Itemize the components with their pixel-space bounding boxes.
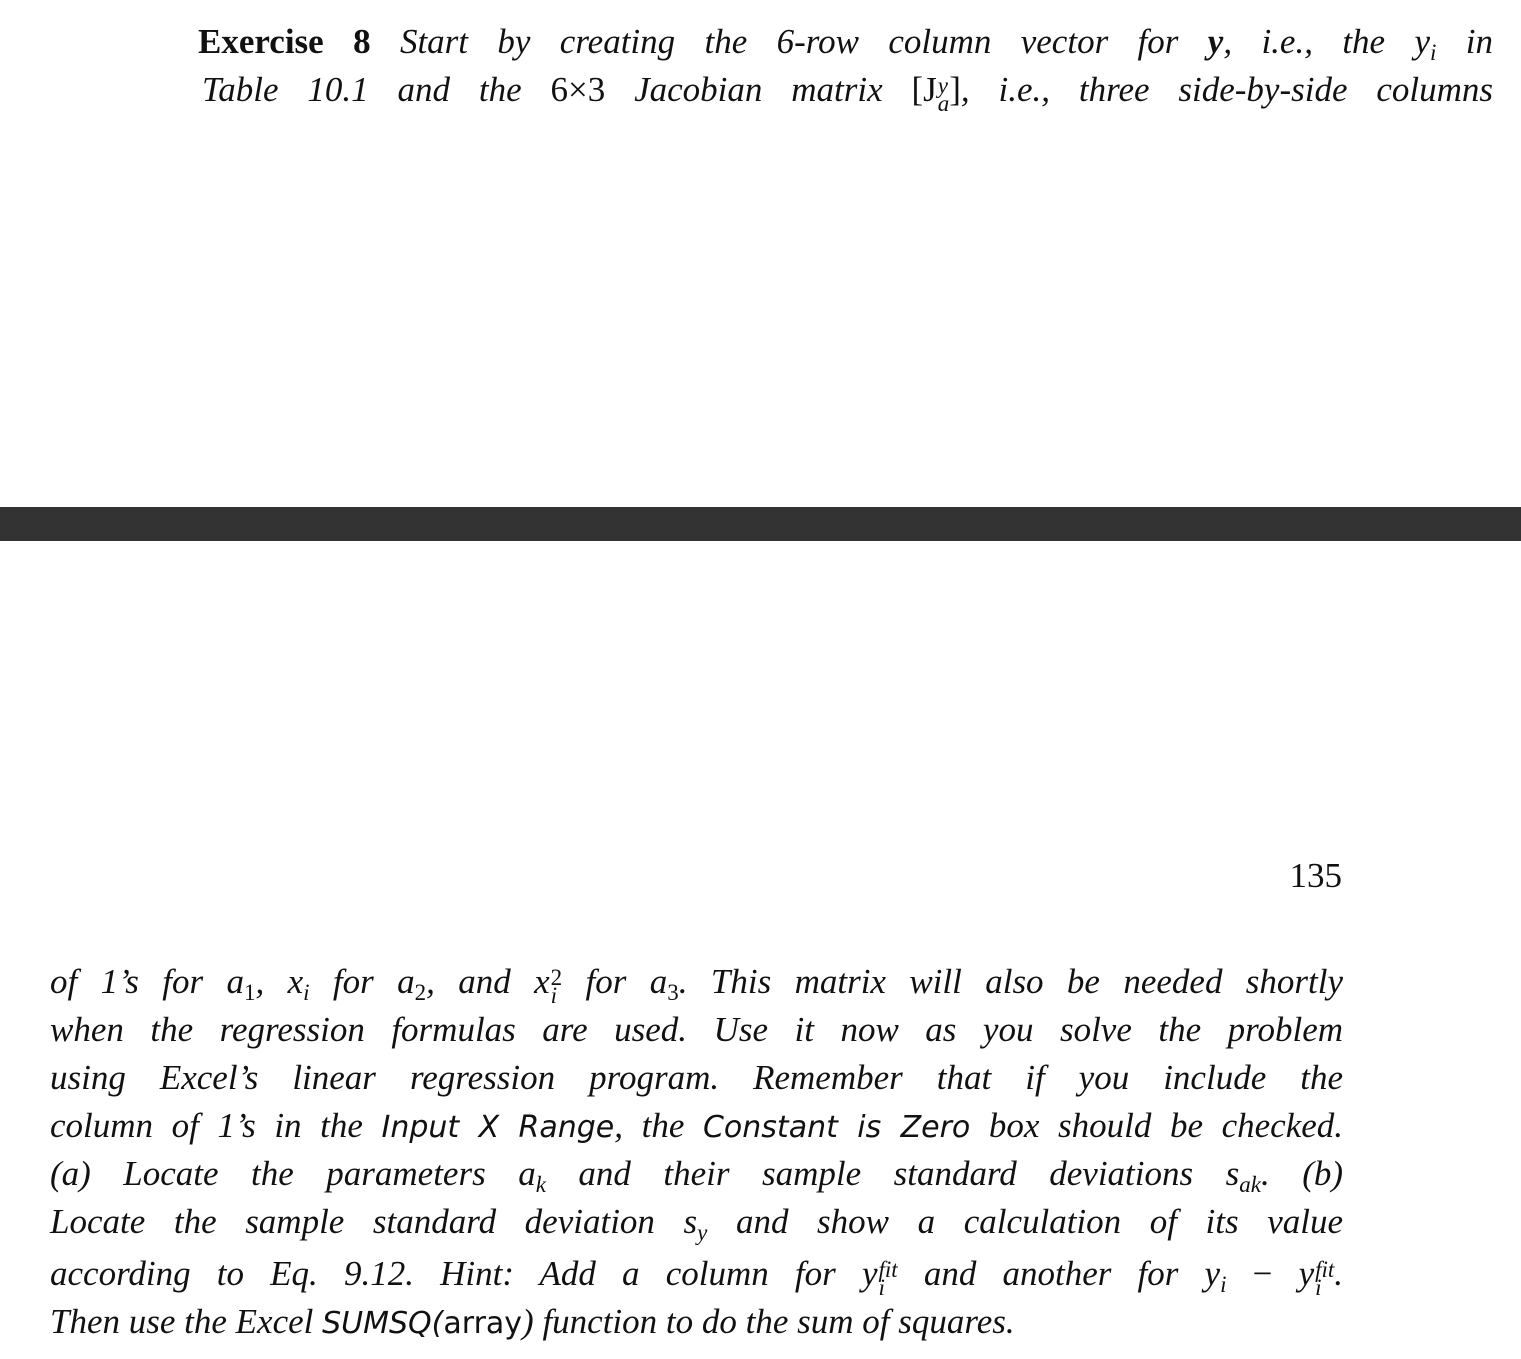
body-line-8 bbox=[50, 1298, 1343, 1348]
text-segment: , i.e., three side-by-side columns bbox=[960, 70, 1493, 109]
text-segment: . bbox=[1334, 1254, 1344, 1293]
text-segment: (a) Locate the parameters bbox=[50, 1154, 486, 1193]
text-segment: column of 1’s in the bbox=[50, 1106, 363, 1145]
text-segment: for bbox=[332, 962, 374, 1001]
body-line-1 bbox=[50, 958, 1343, 1006]
input-x-range-term: Input X Range bbox=[381, 1110, 615, 1145]
text-segment: , and bbox=[426, 962, 511, 1001]
text-segment: , bbox=[255, 962, 265, 1001]
math-xi-squared: x 2 i bbox=[534, 962, 563, 1008]
text-segment: . (b) bbox=[1260, 1154, 1344, 1193]
math-sak: $s_{ak}$ bbox=[1225, 1154, 1261, 1197]
text-segment: Table 10.1 and the bbox=[202, 70, 522, 109]
exercise-line-2 bbox=[202, 66, 1493, 114]
text-segment: . This matrix will also be needed shortly bbox=[678, 962, 1344, 1001]
text-segment: of 1’s for bbox=[50, 962, 204, 1001]
text-segment: Locate the sample standard deviation bbox=[50, 1202, 655, 1241]
math-xi: $x_i$ bbox=[287, 962, 310, 1005]
math-ak: $a_k$ bbox=[518, 1154, 546, 1197]
text-segment: in bbox=[1465, 22, 1494, 61]
text-segment: box should be checked. bbox=[988, 1106, 1344, 1145]
body-line-3 bbox=[50, 1054, 1343, 1102]
text-segment: according to Eq. 9.12. Hint: Add a column for bbox=[50, 1254, 836, 1293]
body-line-2 bbox=[50, 1006, 1343, 1054]
body-line-5 bbox=[50, 1150, 1343, 1198]
math-jacobian: [J y a ] bbox=[911, 70, 961, 116]
math-dims: 6×3 bbox=[550, 70, 606, 109]
vector-y: y bbox=[1207, 22, 1224, 61]
page-number: 135 bbox=[1289, 856, 1342, 895]
text-segment: , i.e., the bbox=[1223, 22, 1386, 61]
math-sy: $s_y$ bbox=[683, 1202, 708, 1245]
text-segment: Start by creating the 6-row column vector for bbox=[399, 22, 1179, 61]
math-a2: $a_2$ bbox=[397, 962, 427, 1005]
constant-is-zero-term: Constant is Zero bbox=[702, 1110, 971, 1145]
math-a1: $a_1$ bbox=[226, 962, 256, 1005]
text-segment: and another for bbox=[923, 1254, 1179, 1293]
text-segment: and show a calculation of its value bbox=[735, 1202, 1344, 1241]
body-line-6 bbox=[50, 1198, 1343, 1246]
text-segment: and their sample standard deviations bbox=[578, 1154, 1194, 1193]
exercise-label: Exercise 8 bbox=[198, 22, 371, 61]
text-segment: for bbox=[585, 962, 627, 1001]
sumsq-function: SUMSQ(array) bbox=[322, 1302, 534, 1341]
body-line-7 bbox=[50, 1250, 1343, 1298]
page-divider bbox=[0, 507, 1521, 541]
math-a3: $a_3$ bbox=[649, 962, 679, 1005]
text-segment: function to do the sum of squares. bbox=[542, 1302, 1015, 1341]
math-residual: $y_i - y$ fit i bbox=[1204, 1254, 1335, 1300]
text-segment: using Excel’s linear regression program. Remember that if you include the bbox=[50, 1058, 1343, 1097]
math-yfit: y fit i bbox=[861, 1254, 898, 1300]
exercise-line-1 bbox=[198, 18, 1493, 66]
text-segment: Jacobian matrix bbox=[634, 70, 883, 109]
text-segment: when the regression formulas are used. Use it now as you solve the problem bbox=[50, 1010, 1343, 1049]
body-line-4 bbox=[50, 1102, 1343, 1152]
math-yi: $y_i$ bbox=[1414, 22, 1437, 65]
text-segment: , the bbox=[614, 1106, 685, 1145]
text-segment: Then use the Excel bbox=[50, 1302, 314, 1341]
